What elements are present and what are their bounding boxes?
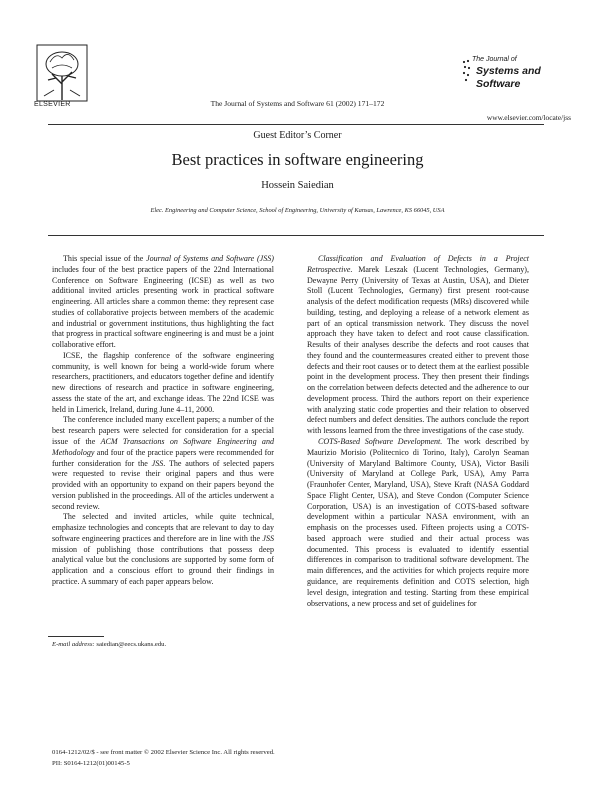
left-column-paragraph <box>52 512 274 587</box>
italic-run: Journal of Systems and Software (JSS) <box>146 254 274 263</box>
left-column-paragraph <box>52 415 274 512</box>
italic-run: Classification and Evaluation of Defects in a Project Retrospective. <box>307 254 529 274</box>
footnote-email: saiedian@eecs.ukans.edu. <box>94 641 167 648</box>
right-column-paragraph <box>307 254 529 437</box>
italic-run: ACM Transactions on Software Engineering and Methodology <box>52 437 275 457</box>
copyright-line: 0164-1212/02/$ - see front matter © 2002 Elsevier Science Inc. All rights reserved. <box>52 749 275 756</box>
text-run: and four of the practice papers were recommended for further consideration for the <box>52 447 274 468</box>
text-run: mission of publishing those contributions that possess deep analytical value but the conclusions are supported by some form of application and a conscious effort to ground their findings in practice. A summary of each paper appears below. <box>52 544 274 586</box>
right-column <box>307 254 529 609</box>
italic-run: COTS-Based Software Development. <box>318 437 443 447</box>
text-run: The selected and invited articles, while quite technical, emphasize technologies and concepts that are relevant to day to day software engineering practices and therefore are in line with the <box>52 512 274 543</box>
italic-run: JSS <box>151 458 164 468</box>
text-run: The conference included many excellent papers; a number of the best research papers were selected for consideration for a special issue of the <box>52 415 274 447</box>
author-affiliation: Elec. Engineering and Computer Science, School of Engineering, University of Kansas, Lawrence, KS 66045, USA <box>150 207 445 214</box>
text-run: includes four of the best practice papers of the 22nd International Conference on Software Engineering (ICSE) as well as two additional invited articles presenting work in practical software engineering. All articles share a common theme: they represent case studies of collaborative projects between members of the academic and industrial or government institutions, thus highlighting the fact that progress in practical software engineering is and must be a joint collaborative effort. <box>52 264 274 350</box>
footnote-label: E-mail address: <box>52 641 95 648</box>
pii-line: PII: S0164-1212(01)00145-5 <box>52 760 130 767</box>
text-run: This special issue of the <box>63 254 147 263</box>
text-run: ICSE, the flagship conference of the software engineering community, is well known for being a world-wide forum where researchers, practitioners, and educators together define and identify new directions of research and practice in software engineering, assess the state of the art, and exchange ideas. The 22nd ICSE was held in Limerick, Ireland, during June 4–11, 2000. <box>52 350 274 414</box>
journal-url[interactable]: www.elsevier.com/locate/jss <box>486 113 571 122</box>
section-label: Guest Editor’s Corner <box>253 130 342 141</box>
title-rule <box>48 235 544 236</box>
left-column <box>52 254 274 588</box>
text-run: The work described by Maurizio Morisio (Politecnico di Torino, Italy), Carolyn Seaman (University of Maryland Baltimore County, USA), Victor Basili (University of Maryland at College Park, USA), Amy Parra (Fraunhofer Center, Maryland, USA), Steve Kraft (NASA Goddard Space Flight Center, USA), and Steve Condon (Computer Science Corporation, USA) is an investigation of COTS-based software development within a particular NASA environment, with an emphasis on the processes used. Fifteen projects using a COTS-based approach were studied and their actual process was documented. This process is evaluated to identify essential differences in comparison to traditional software development. The main differences, and the activities for which projects require more guidance, are requirements definition and COTS selection, high level design, integration and testing. Starting from these empirical observations, a new process and set of guidelines for <box>307 437 529 608</box>
footnote-rule <box>48 636 104 637</box>
text-run: Marek Leszak (Lucent Technologies, Germany), Dewayne Perry (University of Texas at Austin, USA), and Dieter Stoll (Lucent Technologies, Germany) first present root-cause analysis of the defect modification requests (MRs) discovered while building, testing, and deploying a release of a network element as part of an optical transmission network. They discuss the novel approach they have taken to defect and root cause classification. Results of their analyses describe the defects and root causes that they found and the countermeasures created either to prevent those defects and their root causes or to detect them at the earliest possible point in the development process. They then present their findings on the correlation between defects detected and the adherence to our development process. Third the authors report on their experience with analyzing static code properties and their relation to observed defect numbers and defect densities. The authors conclude the report with lessons learned from the three investigations of the case study. <box>307 264 529 436</box>
journal-logo-line2: Software <box>476 78 521 90</box>
right-column-paragraph <box>307 437 529 609</box>
journal-logo-dots-icon <box>462 58 472 84</box>
journal-logo <box>462 56 566 100</box>
italic-run: JSS <box>262 533 274 543</box>
publisher-label: ELSEVIER <box>34 101 71 108</box>
text-run: . The authors of selected papers were requested to revise their original papers and thus were provided with an opportunity to expand on their papers beyond the version published in the proceedings. All of the articles underwent a second review. <box>52 458 274 511</box>
header-rule <box>48 124 544 125</box>
left-column-paragraph <box>52 351 274 416</box>
article-author: Hossein Saiedian <box>261 180 334 191</box>
journal-citation: The Journal of Systems and Software 61 (2002) 171–172 <box>210 99 385 108</box>
left-column-paragraph <box>52 254 274 351</box>
footnote <box>52 641 166 648</box>
journal-logo-line1: Systems and <box>476 65 541 77</box>
article-title: Best practices in software engineering <box>171 150 424 169</box>
elsevier-tree-logo <box>36 44 88 106</box>
journal-logo-small: The Journal of <box>472 56 517 63</box>
